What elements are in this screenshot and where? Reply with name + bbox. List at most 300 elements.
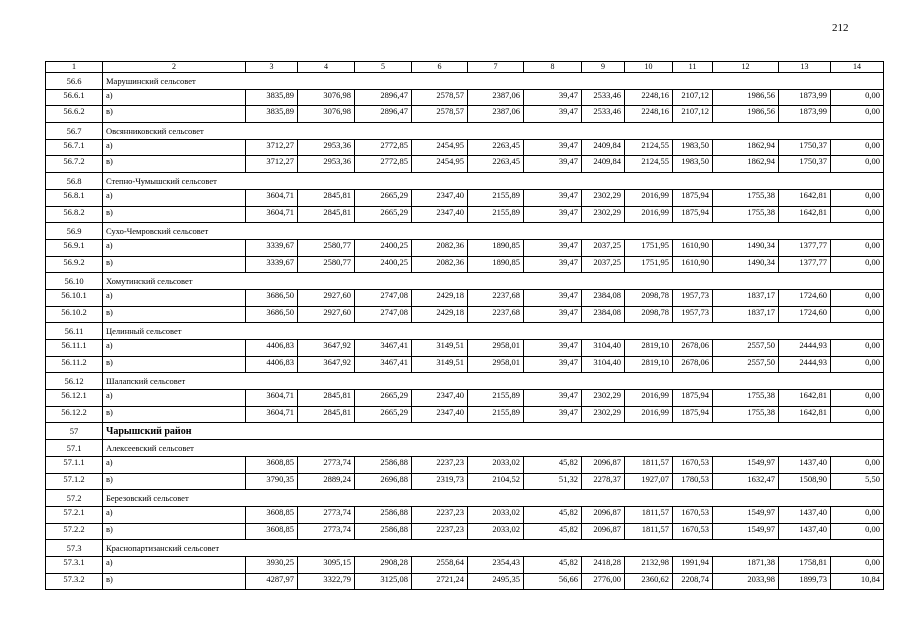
table-row: [46, 523, 884, 540]
value-cell: 2016,99: [625, 206, 673, 223]
value-cell: 2263,45: [468, 139, 524, 156]
value-cell: 2927,60: [298, 306, 355, 323]
table-row: [46, 573, 884, 590]
value-cell: 5,50: [831, 473, 884, 490]
row-code: 57.1: [46, 440, 103, 457]
value-cell: 2927,60: [298, 289, 355, 306]
value-cell: 39,47: [524, 289, 582, 306]
column-number: 5: [355, 62, 412, 73]
value-cell: 1437,40: [779, 456, 831, 473]
value-cell: 0,00: [831, 156, 884, 173]
row-code: 57.2.1: [46, 506, 103, 523]
value-cell: 1875,94: [673, 390, 713, 407]
value-cell: 3686,50: [246, 306, 298, 323]
row-code: 56.9: [46, 223, 103, 240]
row-code: 57: [46, 423, 103, 440]
value-cell: 2387,06: [468, 89, 524, 106]
value-cell: 1837,17: [713, 289, 779, 306]
value-cell: 2347,40: [412, 206, 468, 223]
table-row: [46, 156, 884, 173]
row-code: 56.9.2: [46, 256, 103, 273]
value-cell: 1780,53: [673, 473, 713, 490]
value-cell: 2124,55: [625, 139, 673, 156]
value-cell: 2953,36: [298, 156, 355, 173]
value-cell: 3095,15: [298, 556, 355, 573]
value-cell: 1862,94: [713, 156, 779, 173]
row-code: 56.8.2: [46, 206, 103, 223]
value-cell: 1642,81: [779, 406, 831, 423]
value-cell: 39,47: [524, 406, 582, 423]
value-cell: 2533,46: [582, 89, 625, 106]
table-row: [46, 189, 884, 206]
value-cell: 1549,97: [713, 506, 779, 523]
value-cell: 1899,73: [779, 573, 831, 590]
section-title: Целинный сельсовет: [103, 323, 884, 340]
value-cell: 1986,56: [713, 106, 779, 123]
section-row: [46, 490, 884, 507]
value-cell: 0,00: [831, 390, 884, 407]
value-cell: 2302,29: [582, 390, 625, 407]
value-cell: 2096,87: [582, 523, 625, 540]
value-cell: 2033,02: [468, 523, 524, 540]
value-cell: 2665,29: [355, 390, 412, 407]
column-number: 6: [412, 62, 468, 73]
value-cell: 2444,93: [779, 340, 831, 357]
value-cell: 2580,77: [298, 239, 355, 256]
value-cell: 3608,85: [246, 523, 298, 540]
value-cell: 0,00: [831, 239, 884, 256]
value-cell: 2237,23: [412, 456, 468, 473]
value-cell: 0,00: [831, 340, 884, 357]
row-code: 57.3: [46, 540, 103, 557]
value-cell: 0,00: [831, 406, 884, 423]
value-cell: 1811,57: [625, 506, 673, 523]
value-cell: 2248,16: [625, 106, 673, 123]
row-label: в): [103, 473, 246, 490]
value-cell: 2665,29: [355, 189, 412, 206]
value-cell: 1508,90: [779, 473, 831, 490]
value-cell: 2889,24: [298, 473, 355, 490]
value-cell: 1642,81: [779, 206, 831, 223]
value-cell: 2384,08: [582, 289, 625, 306]
value-cell: 2557,50: [713, 340, 779, 357]
value-cell: 1837,17: [713, 306, 779, 323]
value-cell: 2665,29: [355, 206, 412, 223]
value-cell: 1724,60: [779, 306, 831, 323]
value-cell: 1862,94: [713, 139, 779, 156]
row-code: 56.8: [46, 173, 103, 190]
value-cell: 0,00: [831, 89, 884, 106]
value-cell: 1875,94: [673, 406, 713, 423]
value-cell: 3835,89: [246, 106, 298, 123]
value-cell: 1670,53: [673, 523, 713, 540]
section-title: Алексеевский сельсовет: [103, 440, 884, 457]
value-cell: 2896,47: [355, 106, 412, 123]
value-cell: 39,47: [524, 390, 582, 407]
table-row: [46, 340, 884, 357]
section-row: [46, 173, 884, 190]
value-cell: 2107,12: [673, 106, 713, 123]
value-cell: 2586,88: [355, 456, 412, 473]
value-cell: 1750,37: [779, 139, 831, 156]
section-row: [46, 373, 884, 390]
section-row: [46, 73, 884, 90]
value-cell: 2429,18: [412, 306, 468, 323]
value-cell: 1986,56: [713, 89, 779, 106]
column-number: 9: [582, 62, 625, 73]
value-cell: 4406,83: [246, 356, 298, 373]
value-cell: 2747,08: [355, 306, 412, 323]
value-cell: 2132,98: [625, 556, 673, 573]
value-cell: 1755,38: [713, 406, 779, 423]
table-row: [46, 473, 884, 490]
district-title: Чарышский район: [103, 423, 884, 440]
value-cell: 2098,78: [625, 306, 673, 323]
value-cell: 1957,73: [673, 289, 713, 306]
table-row: [46, 89, 884, 106]
row-code: 56.6.2: [46, 106, 103, 123]
table-row: [46, 106, 884, 123]
value-cell: 1871,38: [713, 556, 779, 573]
value-cell: 1957,73: [673, 306, 713, 323]
value-cell: 2400,25: [355, 239, 412, 256]
value-cell: 3835,89: [246, 89, 298, 106]
value-cell: 3149,51: [412, 340, 468, 357]
value-cell: 2696,88: [355, 473, 412, 490]
value-cell: 2319,73: [412, 473, 468, 490]
value-cell: 39,47: [524, 189, 582, 206]
row-label: в): [103, 523, 246, 540]
tariff-table: [45, 61, 884, 590]
row-label: а): [103, 506, 246, 523]
value-cell: 1549,97: [713, 523, 779, 540]
value-cell: 1610,90: [673, 256, 713, 273]
value-cell: 2495,35: [468, 573, 524, 590]
value-cell: 2263,45: [468, 156, 524, 173]
row-label: в): [103, 256, 246, 273]
section-title: Степно-Чумышский сельсовет: [103, 173, 884, 190]
value-cell: 2155,89: [468, 206, 524, 223]
value-cell: 3604,71: [246, 406, 298, 423]
value-cell: 2037,25: [582, 256, 625, 273]
table-row: [46, 306, 884, 323]
section-row: [46, 123, 884, 140]
value-cell: 3467,41: [355, 340, 412, 357]
value-cell: 1983,50: [673, 156, 713, 173]
value-cell: 1875,94: [673, 189, 713, 206]
column-number: 10: [625, 62, 673, 73]
value-cell: 4406,83: [246, 340, 298, 357]
row-code: 57.3.1: [46, 556, 103, 573]
value-cell: 45,82: [524, 506, 582, 523]
value-cell: 2354,43: [468, 556, 524, 573]
value-cell: 3339,67: [246, 256, 298, 273]
row-code: 56.7.2: [46, 156, 103, 173]
section-row: [46, 273, 884, 290]
value-cell: 0,00: [831, 456, 884, 473]
value-cell: 45,82: [524, 456, 582, 473]
table-row: [46, 356, 884, 373]
value-cell: 1377,77: [779, 239, 831, 256]
value-cell: 2347,40: [412, 390, 468, 407]
row-code: 57.1.1: [46, 456, 103, 473]
value-cell: 0,00: [831, 523, 884, 540]
value-cell: 2772,85: [355, 156, 412, 173]
value-cell: 2400,25: [355, 256, 412, 273]
value-cell: 2409,84: [582, 156, 625, 173]
column-number: 8: [524, 62, 582, 73]
value-cell: 1927,07: [625, 473, 673, 490]
value-cell: 2155,89: [468, 390, 524, 407]
value-cell: 0,00: [831, 556, 884, 573]
row-code: 57.3.2: [46, 573, 103, 590]
district-row: [46, 423, 884, 440]
value-cell: 1873,99: [779, 106, 831, 123]
value-cell: 3712,27: [246, 156, 298, 173]
value-cell: 39,47: [524, 306, 582, 323]
value-cell: 1873,99: [779, 89, 831, 106]
value-cell: 2429,18: [412, 289, 468, 306]
column-number: 1: [46, 62, 103, 73]
table-row: [46, 456, 884, 473]
value-cell: 1670,53: [673, 506, 713, 523]
value-cell: 2678,06: [673, 356, 713, 373]
value-cell: 2773,74: [298, 506, 355, 523]
value-cell: 1755,38: [713, 390, 779, 407]
value-cell: 2016,99: [625, 390, 673, 407]
column-number: 12: [713, 62, 779, 73]
value-cell: 3647,92: [298, 356, 355, 373]
value-cell: 2721,24: [412, 573, 468, 590]
row-label: в): [103, 356, 246, 373]
value-cell: 1642,81: [779, 189, 831, 206]
value-cell: 1632,47: [713, 473, 779, 490]
value-cell: 2773,74: [298, 456, 355, 473]
value-cell: 2107,12: [673, 89, 713, 106]
value-cell: 2033,02: [468, 506, 524, 523]
section-row: [46, 440, 884, 457]
row-label: а): [103, 456, 246, 473]
value-cell: 0,00: [831, 189, 884, 206]
value-cell: 2776,00: [582, 573, 625, 590]
value-cell: 56,66: [524, 573, 582, 590]
value-cell: 3608,85: [246, 506, 298, 523]
value-cell: 1751,95: [625, 239, 673, 256]
value-cell: 2578,57: [412, 89, 468, 106]
value-cell: 2533,46: [582, 106, 625, 123]
row-label: а): [103, 89, 246, 106]
row-label: а): [103, 390, 246, 407]
value-cell: 2208,74: [673, 573, 713, 590]
row-code: 56.10.1: [46, 289, 103, 306]
value-cell: 4287,97: [246, 573, 298, 590]
value-cell: 3104,40: [582, 340, 625, 357]
value-cell: 2845,81: [298, 206, 355, 223]
table-row: [46, 406, 884, 423]
value-cell: 1875,94: [673, 206, 713, 223]
section-title: Березовский сельсовет: [103, 490, 884, 507]
value-cell: 3149,51: [412, 356, 468, 373]
value-cell: 39,47: [524, 340, 582, 357]
value-cell: 45,82: [524, 556, 582, 573]
value-cell: 2124,55: [625, 156, 673, 173]
value-cell: 2360,62: [625, 573, 673, 590]
column-number: 3: [246, 62, 298, 73]
value-cell: 1751,95: [625, 256, 673, 273]
value-cell: 0,00: [831, 356, 884, 373]
value-cell: 45,82: [524, 523, 582, 540]
value-cell: 1377,77: [779, 256, 831, 273]
value-cell: 2237,68: [468, 306, 524, 323]
row-label: в): [103, 406, 246, 423]
value-cell: 2082,36: [412, 256, 468, 273]
value-cell: 2248,16: [625, 89, 673, 106]
value-cell: 2347,40: [412, 406, 468, 423]
row-code: 56.6: [46, 73, 103, 90]
value-cell: 39,47: [524, 139, 582, 156]
value-cell: 2678,06: [673, 340, 713, 357]
row-code: 56.12.2: [46, 406, 103, 423]
value-cell: 2237,23: [412, 523, 468, 540]
section-title: Шалапский сельсовет: [103, 373, 884, 390]
section-row: [46, 223, 884, 240]
value-cell: 1890,85: [468, 256, 524, 273]
value-cell: 3608,85: [246, 456, 298, 473]
value-cell: 1437,40: [779, 523, 831, 540]
column-number: 2: [103, 62, 246, 73]
value-cell: 2454,95: [412, 139, 468, 156]
value-cell: 2558,64: [412, 556, 468, 573]
row-code: 56.7.1: [46, 139, 103, 156]
value-cell: 39,47: [524, 206, 582, 223]
value-cell: 3686,50: [246, 289, 298, 306]
value-cell: 0,00: [831, 289, 884, 306]
value-cell: 2953,36: [298, 139, 355, 156]
value-cell: 39,47: [524, 356, 582, 373]
value-cell: 0,00: [831, 306, 884, 323]
value-cell: 2772,85: [355, 139, 412, 156]
row-label: в): [103, 306, 246, 323]
row-code: 56.9.1: [46, 239, 103, 256]
value-cell: 3104,40: [582, 356, 625, 373]
row-label: а): [103, 556, 246, 573]
value-cell: 2302,29: [582, 189, 625, 206]
value-cell: 2082,36: [412, 239, 468, 256]
value-cell: 1755,38: [713, 189, 779, 206]
value-cell: 2557,50: [713, 356, 779, 373]
value-cell: 2155,89: [468, 189, 524, 206]
value-cell: 2347,40: [412, 189, 468, 206]
value-cell: 2845,81: [298, 406, 355, 423]
value-cell: 1811,57: [625, 523, 673, 540]
row-label: в): [103, 206, 246, 223]
value-cell: 1670,53: [673, 456, 713, 473]
value-cell: 39,47: [524, 89, 582, 106]
value-cell: 3930,25: [246, 556, 298, 573]
value-cell: 1758,81: [779, 556, 831, 573]
section-row: [46, 540, 884, 557]
value-cell: 2096,87: [582, 456, 625, 473]
value-cell: 2454,95: [412, 156, 468, 173]
table-row: [46, 289, 884, 306]
value-cell: 2845,81: [298, 189, 355, 206]
value-cell: 3125,08: [355, 573, 412, 590]
value-cell: 2016,99: [625, 406, 673, 423]
column-number: 11: [673, 62, 713, 73]
section-title: Краснопартизанский сельсовет: [103, 540, 884, 557]
value-cell: 1991,94: [673, 556, 713, 573]
value-cell: 2665,29: [355, 406, 412, 423]
value-cell: 1755,38: [713, 206, 779, 223]
section-row: [46, 323, 884, 340]
value-cell: 2237,68: [468, 289, 524, 306]
value-cell: 2033,02: [468, 456, 524, 473]
value-cell: 3712,27: [246, 139, 298, 156]
value-cell: 0,00: [831, 506, 884, 523]
value-cell: 1549,97: [713, 456, 779, 473]
row-code: 57.2.2: [46, 523, 103, 540]
value-cell: 2418,28: [582, 556, 625, 573]
value-cell: 2747,08: [355, 289, 412, 306]
value-cell: 2104,52: [468, 473, 524, 490]
row-label: а): [103, 189, 246, 206]
value-cell: 2278,37: [582, 473, 625, 490]
value-cell: 39,47: [524, 239, 582, 256]
value-cell: 1437,40: [779, 506, 831, 523]
column-number: 13: [779, 62, 831, 73]
row-code: 56.11: [46, 323, 103, 340]
value-cell: 2586,88: [355, 506, 412, 523]
table-row: [46, 556, 884, 573]
value-cell: 39,47: [524, 256, 582, 273]
row-label: а): [103, 340, 246, 357]
row-label: а): [103, 139, 246, 156]
value-cell: 2302,29: [582, 406, 625, 423]
table-row: [46, 390, 884, 407]
value-cell: 3339,67: [246, 239, 298, 256]
row-label: в): [103, 156, 246, 173]
value-cell: 2033,98: [713, 573, 779, 590]
value-cell: 1490,34: [713, 239, 779, 256]
value-cell: 2819,10: [625, 356, 673, 373]
value-cell: 0,00: [831, 139, 884, 156]
value-cell: 2958,01: [468, 340, 524, 357]
value-cell: 1811,57: [625, 456, 673, 473]
value-cell: 3604,71: [246, 390, 298, 407]
value-cell: 3647,92: [298, 340, 355, 357]
value-cell: 3604,71: [246, 206, 298, 223]
column-number: 7: [468, 62, 524, 73]
value-cell: 0,00: [831, 206, 884, 223]
value-cell: 1610,90: [673, 239, 713, 256]
value-cell: 1890,85: [468, 239, 524, 256]
section-title: Марушинский сельсовет: [103, 73, 884, 90]
table-row: [46, 139, 884, 156]
value-cell: 2845,81: [298, 390, 355, 407]
value-cell: 2908,28: [355, 556, 412, 573]
table-row: [46, 506, 884, 523]
row-label: а): [103, 239, 246, 256]
row-label: в): [103, 573, 246, 590]
value-cell: 2302,29: [582, 206, 625, 223]
value-cell: 1750,37: [779, 156, 831, 173]
value-cell: 2409,84: [582, 139, 625, 156]
section-title: Овсянниковский сельсовет: [103, 123, 884, 140]
value-cell: 2384,08: [582, 306, 625, 323]
row-code: 57.1.2: [46, 473, 103, 490]
value-cell: 3790,35: [246, 473, 298, 490]
value-cell: 2096,87: [582, 506, 625, 523]
